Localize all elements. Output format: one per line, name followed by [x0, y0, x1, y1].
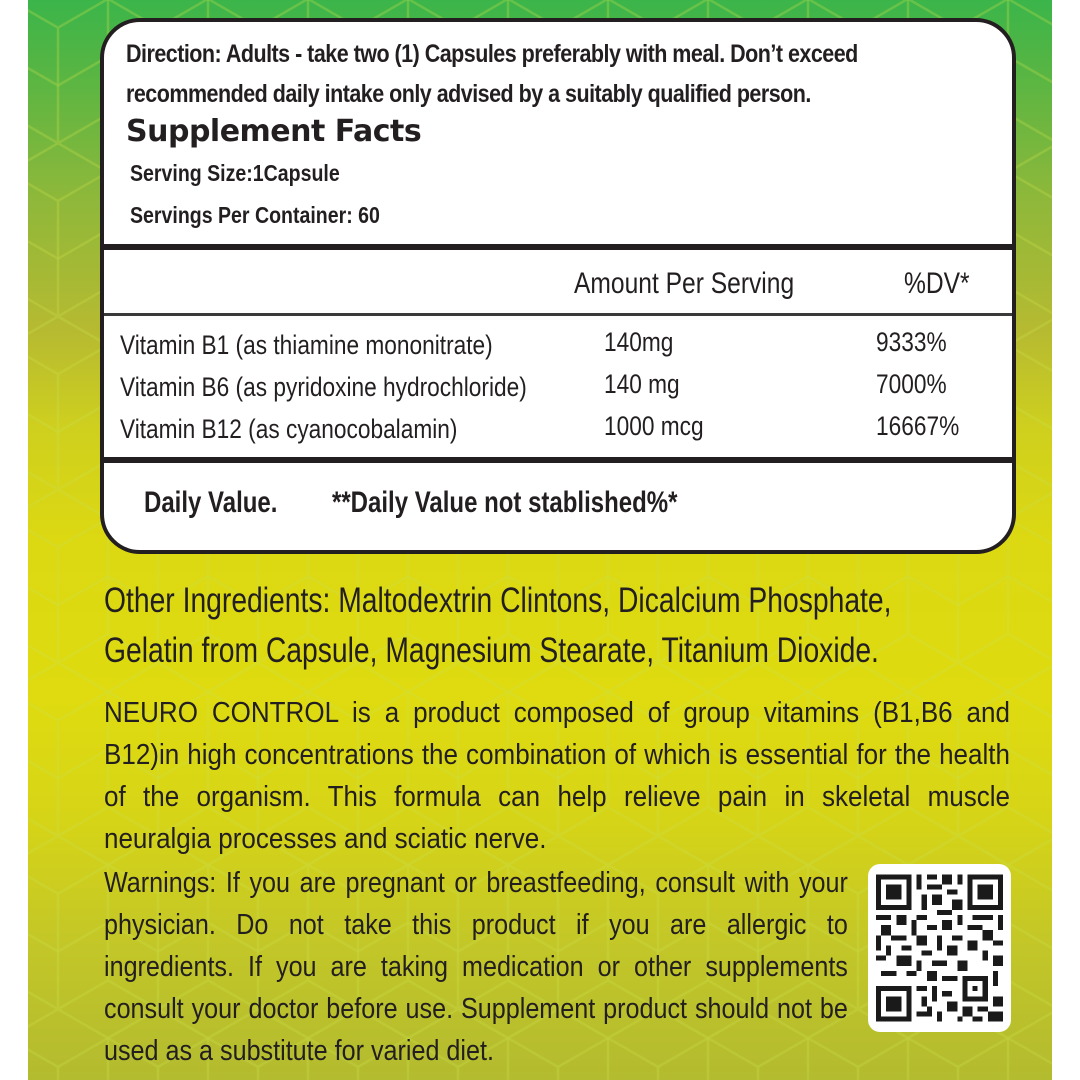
- other-ingredients: [104, 576, 1009, 676]
- directions-line-1: Direction: Adults - take two (1) Capsules preferably with meal. Don’t exceed: [126, 40, 858, 68]
- nutrient-dv: 9333%: [876, 327, 947, 357]
- nutrient-dv: 16667%: [876, 411, 960, 441]
- label-panel: [28, 0, 1052, 1080]
- divider-thin: [104, 313, 1012, 316]
- supplement-facts-card: [100, 18, 1016, 554]
- nutrient-name: Vitamin B6 (as pyridoxine hydrochloride): [120, 372, 527, 402]
- nutrient-amount: 1000 mcg: [604, 411, 704, 441]
- other-ingredients-line-2: Gelatin from Capsule, Magnesium Stearate, Titanium Dioxide.: [104, 631, 879, 670]
- nutrient-amount: 140mg: [604, 327, 674, 357]
- nutrient-name: Vitamin B1 (as thiamine mononitrate): [120, 330, 493, 360]
- divider-thick-bottom: [104, 457, 1012, 463]
- serving-size: Serving Size:1Capsule: [130, 160, 340, 186]
- warnings-text: Warnings: If you are pregnant or breastfeeding, consult with your physician. Do not take this product if you are allergic to ingredients. If you are taking medication or other supplements consult your doctor before use. Supplement product should not be used as a substitute for varied diet.: [104, 867, 848, 1067]
- qr-code[interactable]: [868, 864, 1011, 1032]
- product-description: NEURO CONTROL is a product composed of group vitamins (B1,B6 and B12)in high concentrations the combination of which is essential for the health of the organism. This formula can help relieve pain in skeletal muscle neuralgia processes and sciatic nerve.: [104, 697, 1010, 855]
- header-amount-per-serving: Amount Per Serving: [574, 267, 795, 300]
- footnote-daily-value: Daily Value.: [144, 486, 278, 519]
- servings-per-container: Servings Per Container: 60: [130, 202, 380, 228]
- header-percent-dv: %DV*: [904, 267, 970, 300]
- footnote-not-established: **Daily Value not stablished%*: [332, 486, 678, 519]
- other-ingredients-line-1: Other Ingredients: Maltodextrin Clintons, Dicalcium Phosphate,: [104, 581, 892, 620]
- nutrient-dv: 7000%: [876, 369, 947, 399]
- nutrient-name: Vitamin B12 (as cyanocobalamin): [120, 414, 458, 444]
- nutrient-amount: 140 mg: [604, 369, 680, 399]
- qr-code-icon: [876, 874, 1003, 1022]
- divider-thick-top: [104, 244, 1012, 250]
- directions-text: [126, 34, 986, 114]
- supplement-facts-title: Supplement Facts: [126, 114, 422, 149]
- directions-line-2: recommended daily intake only advised by a suitably qualified person.: [126, 80, 811, 108]
